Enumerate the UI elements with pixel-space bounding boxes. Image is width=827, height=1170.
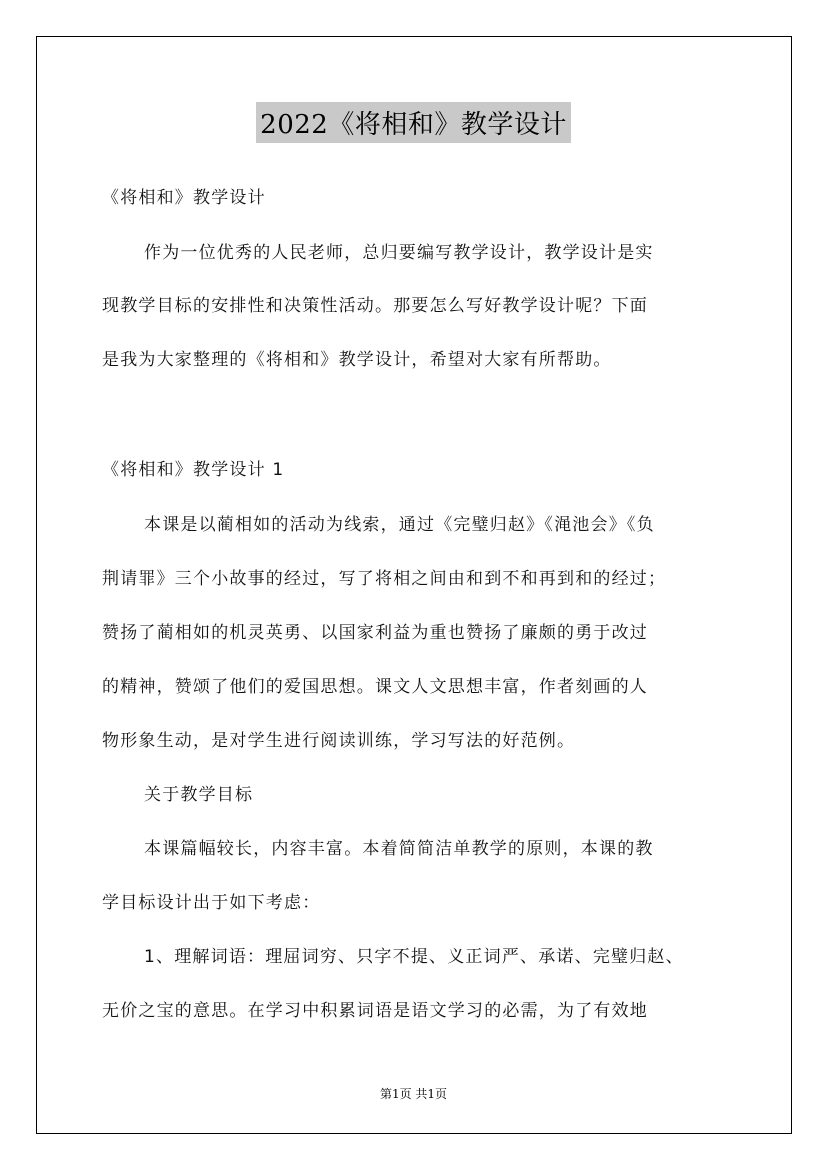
title-wrap bbox=[0, 102, 827, 143]
document-line: 1、理解词语：理屈词穷、只字不提、义正词严、承诺、完璧归赵、 bbox=[144, 947, 684, 967]
document-line: 《将相和》教学设计 1 bbox=[102, 460, 285, 480]
document-line: 学目标设计出于如下考虑： bbox=[102, 893, 321, 913]
document-line: 本课是以蔺相如的活动为线索，通过《完璧归赵》《渑池会》《负 bbox=[144, 515, 655, 535]
document-line: 的精神，赞颂了他们的爱国思想。课文人文思想丰富，作者刻画的人 bbox=[102, 677, 648, 697]
document-line: 现教学目标的安排性和决策性活动。那要怎么写好教学设计呢？下面 bbox=[102, 296, 648, 316]
page-footer: 第1页 共1页 bbox=[379, 1087, 448, 1101]
document-line: 是我为大家整理的《将相和》教学设计，希望对大家有所帮助。 bbox=[102, 350, 612, 370]
document-line: 赞扬了蔺相如的机灵英勇、以国家利益为重也赞扬了廉颇的勇于改过 bbox=[102, 623, 648, 643]
document-line: 物形象生动，是对学生进行阅读训练，学习写法的好范例。 bbox=[102, 731, 576, 751]
document-line: 作为一位优秀的人民老师，总归要编写教学设计，教学设计是实 bbox=[144, 243, 654, 263]
document-line: 《将相和》教学设计 bbox=[102, 188, 266, 208]
document-line: 荆请罪》三个小故事的经过，写了将相之间由和到不和再到和的经过； bbox=[102, 569, 667, 589]
document-title: 2022《将相和》教学设计 bbox=[256, 102, 571, 143]
document-line: 本课篇幅较长，内容丰富。本着简简洁单教学的原则，本课的教 bbox=[144, 839, 654, 859]
document-line: 关于教学目标 bbox=[144, 785, 254, 805]
document-line: 无价之宝的意思。在学习中积累词语是语文学习的必需，为了有效地 bbox=[102, 1001, 648, 1021]
